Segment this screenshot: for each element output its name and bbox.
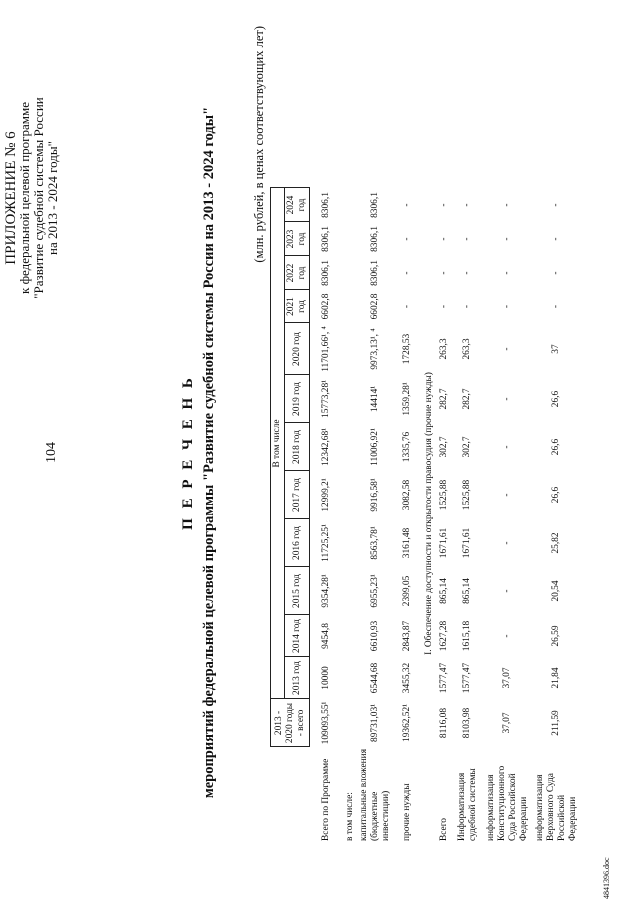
row-value: 282,7 bbox=[439, 388, 449, 410]
row-value bbox=[344, 290, 358, 323]
row-value: - bbox=[502, 589, 512, 593]
table-body bbox=[310, 188, 580, 843]
row-value: - bbox=[502, 445, 512, 449]
row-value: - bbox=[439, 203, 449, 207]
row-value: 1671,61 bbox=[462, 527, 472, 559]
row-value: - bbox=[439, 271, 449, 275]
year-header: 2018 год bbox=[285, 423, 310, 471]
row-value: 26,6 bbox=[551, 486, 561, 504]
row-value: 6610,93 bbox=[369, 620, 380, 652]
row-value: - bbox=[502, 304, 512, 309]
row-value: 11006,92¹ bbox=[369, 428, 380, 466]
row-value: 15773,28¹ bbox=[321, 380, 332, 418]
footer-filename: 4841396.doc bbox=[602, 857, 611, 899]
row-total: 19362,52¹ bbox=[402, 704, 412, 742]
row-value: 10000 bbox=[321, 666, 332, 690]
row-value: - bbox=[402, 203, 412, 207]
appendix-line-4: на 2013 - 2024 годы" bbox=[45, 141, 60, 255]
row-label: Информатизация судебной системы bbox=[456, 768, 478, 841]
row-value: 1615,18 bbox=[462, 620, 472, 652]
appendix-header bbox=[4, 38, 60, 358]
row-total: 109093,55¹ bbox=[321, 701, 332, 745]
row-value: 37 bbox=[551, 344, 561, 354]
row-total bbox=[344, 699, 358, 747]
row-value bbox=[344, 471, 358, 519]
row-value: - bbox=[402, 237, 412, 241]
appendix-line-2: к федеральной целевой программе bbox=[17, 102, 32, 294]
row-value: - bbox=[439, 237, 449, 241]
row-value: 1627,28 bbox=[439, 620, 449, 652]
row-value: 8563,78¹ bbox=[369, 526, 380, 560]
row-value: 2843,87 bbox=[402, 620, 412, 652]
row-value: 302,7 bbox=[439, 436, 449, 458]
year-header: 2024 год bbox=[285, 188, 310, 222]
row-label: Всего по Программе bbox=[321, 758, 331, 841]
blank-header-cell bbox=[285, 747, 310, 843]
row-total: 8103,98 bbox=[462, 707, 472, 739]
row-value: - bbox=[502, 634, 512, 638]
row-value bbox=[344, 222, 358, 256]
row-value: 3161,48 bbox=[402, 527, 412, 559]
row-value: 865,14 bbox=[439, 578, 449, 604]
row-value: 6602,8 bbox=[321, 293, 332, 320]
row-total: 89731,03¹ bbox=[369, 704, 380, 742]
row-value: 9454,8 bbox=[321, 623, 332, 649]
table-row bbox=[534, 188, 580, 843]
table-row bbox=[482, 188, 534, 843]
row-value: 1359,28¹ bbox=[402, 382, 412, 416]
table-row bbox=[344, 188, 358, 843]
table-row bbox=[454, 188, 482, 843]
appendix-line-1: ПРИЛОЖЕНИЕ № 6 bbox=[3, 131, 19, 265]
row-value bbox=[344, 567, 358, 615]
row-value: 1577,47 bbox=[462, 662, 472, 694]
year-header: 2015 год bbox=[285, 567, 310, 615]
row-value bbox=[344, 323, 358, 375]
row-value: 1577,47 bbox=[439, 662, 449, 694]
row-value: - bbox=[551, 237, 561, 241]
row-value: 1525,88 bbox=[439, 479, 449, 511]
document-title: П Е Р Е Ч Е Н Ь bbox=[180, 375, 196, 530]
row-value: 865,14 bbox=[462, 578, 472, 604]
row-value: 263,3 bbox=[439, 338, 449, 360]
row-value: 8306,1 bbox=[321, 226, 332, 252]
year-header: 2021 год bbox=[285, 290, 310, 323]
row-total: 211,59 bbox=[551, 710, 561, 736]
row-value: - bbox=[502, 347, 512, 351]
row-value: - bbox=[439, 304, 449, 309]
row-value bbox=[344, 423, 358, 471]
year-header: 2017 год bbox=[285, 471, 310, 519]
row-value: 9354,28¹ bbox=[321, 574, 332, 608]
group-header: В том числе bbox=[271, 188, 285, 699]
row-value: - bbox=[462, 203, 472, 207]
row-value: 2399,05 bbox=[402, 575, 412, 607]
row-value: 8306,1 bbox=[369, 192, 380, 218]
table-row bbox=[310, 188, 344, 843]
row-value: - bbox=[462, 304, 472, 309]
row-value: - bbox=[502, 203, 512, 207]
year-header: 2020 год bbox=[285, 323, 310, 375]
units-note: (млн. рублей, в ценах соответствующих лет) bbox=[252, 26, 266, 263]
row-value bbox=[344, 375, 358, 423]
row-value: 20,54 bbox=[551, 580, 561, 602]
row-total: 37,07 bbox=[502, 712, 512, 734]
row-value: 6544,68 bbox=[369, 662, 380, 694]
row-label: информатизация Верховного Суда Российской Федерации bbox=[534, 773, 578, 841]
page-number: 104 bbox=[44, 442, 59, 463]
row-label: капитальные вложения (бюджетные инвестиции) bbox=[358, 748, 391, 841]
row-value: 8306,1 bbox=[321, 260, 332, 286]
row-value: 11701,66¹, ⁴ bbox=[321, 326, 332, 372]
row-value: 3082,58 bbox=[402, 479, 412, 511]
row-value: 25,82 bbox=[551, 532, 561, 554]
row-value: - bbox=[551, 203, 561, 207]
row-label: в том числе: bbox=[345, 792, 355, 841]
row-value: 263,3 bbox=[462, 338, 472, 360]
row-value bbox=[344, 188, 358, 222]
row-value: - bbox=[402, 271, 412, 275]
row-value: 8306,1 bbox=[369, 260, 380, 286]
table-row bbox=[436, 188, 454, 843]
row-value: 26,6 bbox=[551, 390, 561, 408]
row-value bbox=[344, 657, 358, 699]
program-measures-table bbox=[270, 188, 580, 844]
row-value: - bbox=[551, 271, 561, 275]
row-value: 282,7 bbox=[462, 388, 472, 410]
row-value: 6955,23¹ bbox=[369, 574, 380, 608]
row-total: 8116,08 bbox=[439, 707, 449, 739]
row-value bbox=[344, 615, 358, 657]
row-value: - bbox=[462, 271, 472, 275]
row-value bbox=[344, 519, 358, 567]
table-row bbox=[393, 188, 423, 843]
row-label: прочие нужды bbox=[402, 783, 412, 841]
row-value: - bbox=[462, 237, 472, 241]
document-subtitle: мероприятий федеральной целевой программы "Развитие судебной системы России на 2013 - 2024 годы" bbox=[201, 106, 217, 799]
row-value: 8306,1 bbox=[369, 226, 380, 252]
row-value: 6602,8 bbox=[369, 293, 380, 320]
row-value bbox=[344, 256, 358, 290]
blank-header-cell bbox=[271, 747, 285, 843]
row-value: 1335,76 bbox=[402, 431, 412, 463]
row-value: 12342,68¹ bbox=[321, 428, 332, 466]
row-value: - bbox=[551, 304, 561, 309]
row-value: 26,6 bbox=[551, 438, 561, 456]
row-value: 9973,13¹, ⁴ bbox=[369, 328, 380, 370]
row-value: 9916,58¹ bbox=[369, 478, 380, 512]
year-header: 2014 год bbox=[285, 615, 310, 657]
year-header: 2023 год bbox=[285, 222, 310, 256]
section-title: I. Обеспечение доступности и открытости правосудия (прочие нужды) bbox=[423, 372, 434, 655]
row-value: 14414¹ bbox=[369, 385, 380, 413]
year-header: 2016 год bbox=[285, 519, 310, 567]
row-value: 11725,25¹ bbox=[321, 524, 332, 562]
row-value: 302,7 bbox=[462, 436, 472, 458]
row-value: - bbox=[402, 304, 412, 309]
year-header: 2022 год bbox=[285, 256, 310, 290]
row-value: - bbox=[502, 541, 512, 545]
row-value: 3455,32 bbox=[402, 662, 412, 694]
row-value: - bbox=[502, 397, 512, 401]
appendix-line-3: "Развитие судебной системы России bbox=[31, 97, 46, 299]
row-value: 26,59 bbox=[551, 625, 561, 647]
row-label: информатизация Конституционного Суда Российской Федерации bbox=[485, 765, 529, 841]
row-value: - bbox=[502, 493, 512, 497]
year-header: 2013 год bbox=[285, 657, 310, 699]
row-value: 8306,1 bbox=[321, 192, 332, 218]
row-label: Всего bbox=[439, 818, 449, 841]
row-value: - bbox=[502, 271, 512, 275]
row-value: - bbox=[502, 237, 512, 241]
year-header: 2019 год bbox=[285, 375, 310, 423]
table-row bbox=[358, 188, 393, 843]
row-value: 21,84 bbox=[551, 667, 561, 689]
row-value: 1671,61 bbox=[439, 527, 449, 559]
row-value: 1525,88 bbox=[462, 479, 472, 511]
row-value: 37,07 bbox=[502, 667, 512, 689]
row-value: 12999,2¹ bbox=[321, 478, 332, 512]
total-header: 2013 - 2020 годы - всего bbox=[271, 699, 310, 747]
section-row bbox=[423, 188, 436, 843]
row-value: 1728,53 bbox=[402, 333, 412, 365]
